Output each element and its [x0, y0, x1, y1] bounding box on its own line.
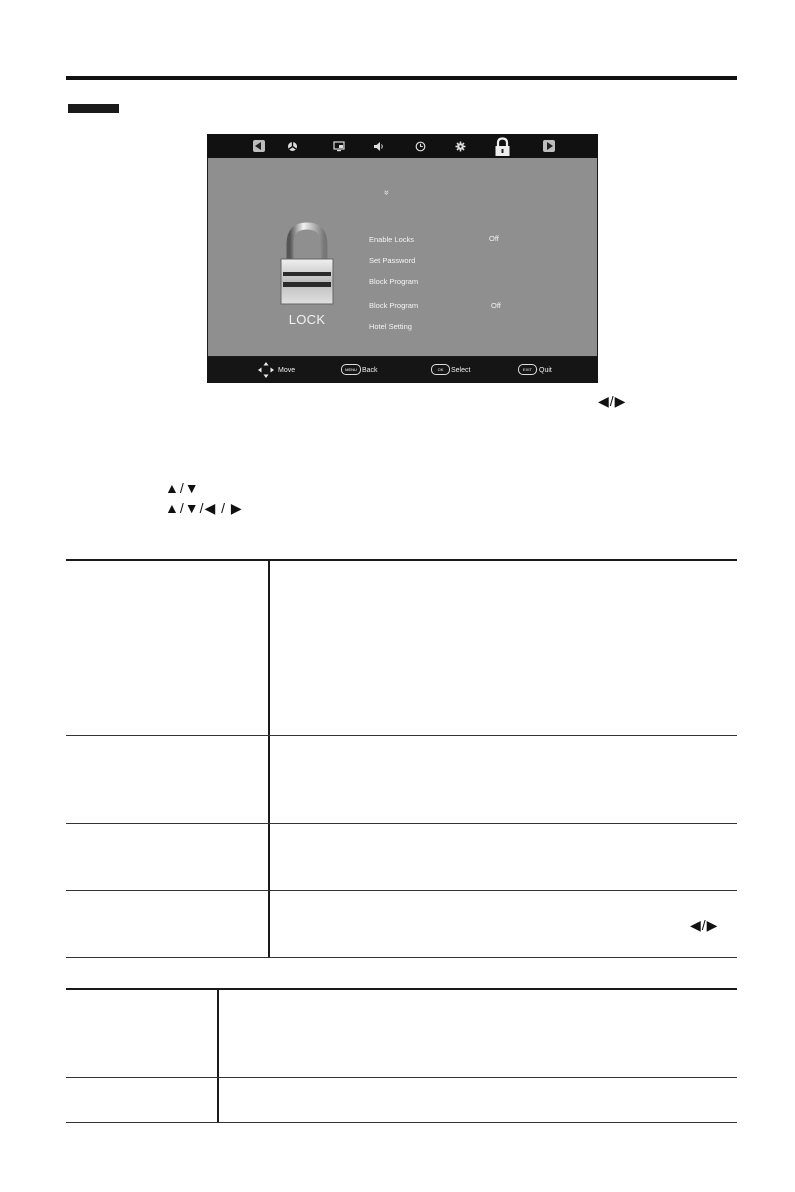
menu-item-hotel-setting[interactable]: Hotel Setting: [369, 322, 412, 331]
table1-row-divider: [66, 890, 737, 891]
help-select: Select: [451, 367, 471, 374]
osd-lock-panel: [208, 158, 597, 356]
ok-key-icon: OK: [431, 364, 450, 375]
right-arrow-icon[interactable]: [543, 140, 555, 152]
all-direction-arrows-icon: ▲/▼/◀ / ▶: [165, 500, 243, 516]
chevron-down-icon[interactable]: »: [382, 189, 393, 196]
screen-icon[interactable]: [333, 141, 344, 152]
menu-item-block-program-2[interactable]: Block Program: [369, 301, 419, 310]
exit-key-icon: EXIT: [518, 364, 537, 375]
menu-item-enable-locks[interactable]: Enable Locks: [369, 235, 415, 244]
top-rule: [66, 76, 737, 80]
padlock-illustration-icon: [279, 222, 335, 306]
section-marker: [68, 104, 119, 113]
lock-title: LOCK: [288, 312, 326, 327]
up-down-arrows-icon: ▲/▼: [165, 480, 200, 496]
move-arrows-icon: [258, 362, 274, 378]
table2-top-rule: [66, 988, 737, 990]
menu-key-icon: MENU: [341, 364, 361, 375]
picture-icon[interactable]: [287, 141, 298, 152]
lock-icon[interactable]: [494, 137, 511, 157]
table1-top-rule: [66, 559, 737, 561]
block-program-value: Off: [491, 301, 501, 310]
table1-row-divider: [66, 735, 737, 736]
help-move: Move: [278, 367, 296, 374]
table2-bottom-rule: [66, 1122, 737, 1123]
menu-item-block-program[interactable]: Block Program: [369, 277, 419, 286]
help-back: Back: [362, 367, 378, 374]
sound-icon[interactable]: [373, 141, 384, 152]
table1-bottom-rule: [66, 957, 737, 958]
help-quit: Quit: [539, 367, 552, 374]
table2-column-divider: [217, 989, 219, 1123]
tv-osd-screen: [207, 134, 598, 383]
table1-row-divider: [66, 823, 737, 824]
left-right-arrows-icon: ◀/▶: [598, 393, 627, 409]
enable-locks-value: Off: [489, 234, 499, 243]
gear-icon[interactable]: [455, 141, 466, 152]
table1-column-divider: [268, 560, 270, 957]
table2-row-divider: [66, 1077, 737, 1078]
left-right-arrows-icon: ◀/▶: [690, 917, 719, 933]
left-arrow-icon[interactable]: [253, 140, 265, 152]
menu-item-set-password[interactable]: Set Password: [369, 256, 416, 265]
clock-icon[interactable]: [415, 141, 426, 152]
osd-top-menu-bar: [207, 134, 598, 158]
